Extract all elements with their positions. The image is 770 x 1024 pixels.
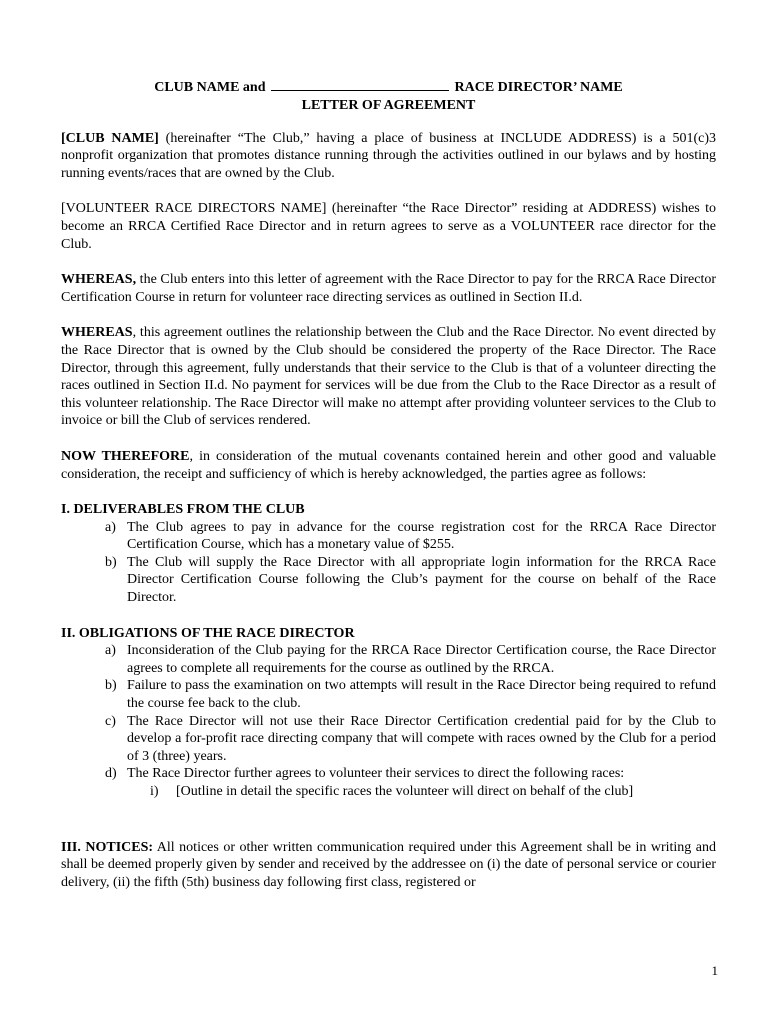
title-race-director-name: RACE DIRECTOR’ NAME <box>454 80 623 95</box>
list-item-text: The Club will supply the Race Director with all appropriate login information for the RRCA Race Director Certification Course following the Club’s payment for the course on behalf of the Race Director. <box>127 554 716 606</box>
list-marker: d) <box>105 766 117 782</box>
list-item <box>61 765 716 783</box>
section-3-text: All notices or other written communication required under this Agreement shall be in writing and shall be deemed properly given by sender and received by the addressee on (i) the date of personal service or courier delivery, (ii) the fifth (5th) business day following first class, registered or <box>61 839 717 890</box>
whereas-paragraph-1 <box>61 271 716 306</box>
section-2-list <box>61 642 716 783</box>
whereas-paragraph-2-text: , this agreement outlines the relationship between the Club and the Race Director. No event directed by the Race Director that is owned by the Club should be considered the property of the Race Director. The Race Director, through this agreement, fully understands that their service to the Club is that of a volunteer directing the races outlined in Section II.d. No payment for services will be due from the Club to the Race Director as a result of this volunteer relationship. The Race Director will make no attempt after providing volunteer services to the Club to invoice or bill the Club of services rendered. <box>61 325 716 429</box>
whereas-paragraph-2 <box>61 324 716 430</box>
list-item <box>61 554 716 607</box>
list-item <box>61 642 716 677</box>
list-item-text: The Race Director further agrees to volunteer their services to direct the following races: <box>127 766 625 782</box>
whereas-paragraph-1-text: the Club enters into this letter of agreement with the Race Director to pay for the RRCA Race Director Certification Course in return for volunteer race directing services as outlined in Section II.d. <box>61 272 716 305</box>
section-3-heading: III. NOTICES: <box>61 839 154 855</box>
now-therefore-paragraph <box>61 448 716 483</box>
intro-paragraph-1 <box>61 130 716 183</box>
section-1-heading: I. DELIVERABLES FROM THE CLUB <box>61 502 305 518</box>
list-marker: a) <box>105 643 116 659</box>
list-item-text: [Outline in detail the specific races the volunteer will direct on behalf of the club] <box>176 784 634 799</box>
list-item <box>61 519 716 554</box>
whereas-label-2: WHEREAS <box>61 325 133 341</box>
now-therefore-paragraph-text: , in consideration of the mutual covenants contained herein and other good and valuable consideration, the receipt and sufficiency of which is hereby acknowledged, the parties agree as follows: <box>61 448 716 482</box>
intro-paragraph-2: [VOLUNTEER RACE DIRECTORS NAME] (hereinafter “the Race Director” residing at ADDRESS) wishes to become an RRCA Certified Race Director and in return agrees to serve as a VOLUNTEER race director for the Club. <box>61 201 716 252</box>
list-item-text: Failure to pass the examination on two attempts will result in the Race Director being required to refund the course fee back to the club. <box>127 678 716 712</box>
title-line-2: LETTER OF AGREEMENT <box>301 97 476 113</box>
list-item <box>61 713 716 766</box>
document-title <box>61 78 716 115</box>
list-item <box>61 783 716 801</box>
title-line-1 <box>61 78 716 97</box>
list-marker: i) <box>150 784 159 799</box>
section-2-heading: II. OBLIGATIONS OF THE RACE DIRECTOR <box>61 625 355 641</box>
list-marker: a) <box>105 519 116 535</box>
list-item-text: The Club agrees to pay in advance for the course registration cost for the RRCA Race Director Certification Course, which has a monetary value of $255. <box>127 519 716 553</box>
whereas-label-1: WHEREAS, <box>61 272 137 288</box>
list-marker: b) <box>105 678 117 694</box>
section-2-sublist <box>61 783 716 801</box>
section-3-paragraph <box>61 839 716 892</box>
page-number: 1 <box>711 963 718 978</box>
intro-paragraph-1-text: (hereinafter “The Club,” having a place of business at INCLUDE ADDRESS) is a 501(c)3 nonprofit organization that promotes distance running through the activities outlined in our bylaws and by hosting running events/races that are owned by the Club. <box>61 130 716 181</box>
list-item-text: The Race Director will not use their Race Director Certification credential paid for by the Club to develop a for-profit race directing company that will compete with races owned by the Club for a period of 3 (three) years. <box>127 713 716 764</box>
list-item <box>61 677 716 712</box>
club-name-placeholder: [CLUB NAME] <box>61 130 159 146</box>
list-marker: b) <box>105 554 117 570</box>
list-item-text: Inconsideration of the Club paying for the RRCA Race Director Certification course, the Race Director agrees to complete all requirements for the course as outlined by the RRCA. <box>127 643 716 676</box>
now-therefore-label: NOW THEREFORE <box>61 448 190 464</box>
list-marker: c) <box>105 713 116 729</box>
title-club-name: CLUB NAME and <box>154 80 266 95</box>
title-blank-line <box>271 78 449 91</box>
section-1-list <box>61 519 716 607</box>
